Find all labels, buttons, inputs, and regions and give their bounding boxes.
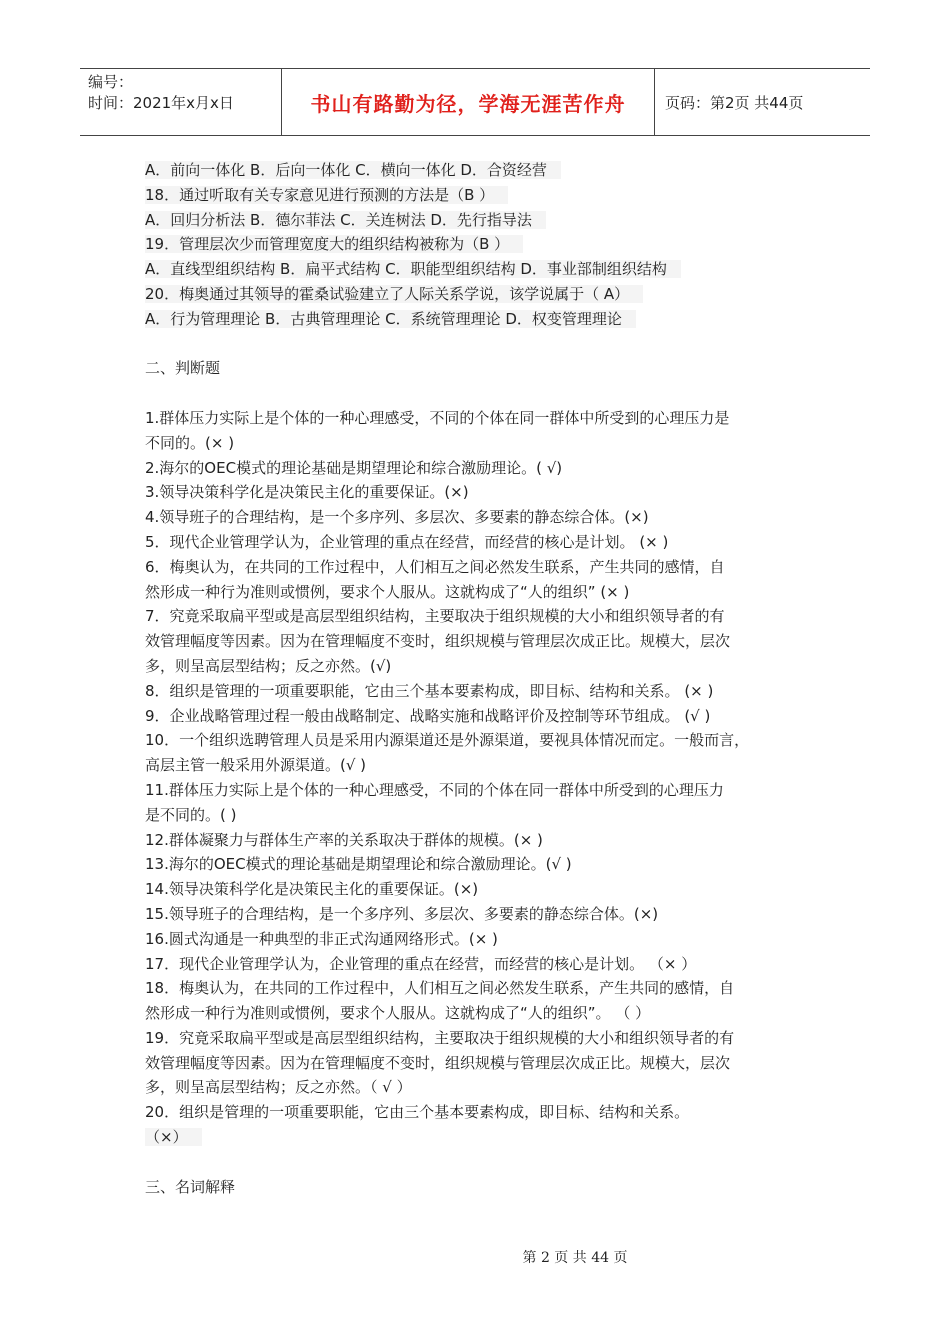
- text-line: [145, 852, 825, 877]
- text-line: [145, 927, 825, 952]
- line-text: 然形成一种行为准则或惯例，要求个人服从。这就构成了“人的组织” (× ): [145, 582, 630, 601]
- blank-line: [145, 332, 825, 357]
- line-text: 19．究竟采取扁平型或是高层型组织结构，主要取决于组织规模的大小和组织领导者的有: [145, 1028, 735, 1047]
- line-text: 三、名词解释: [145, 1177, 236, 1196]
- document-number-label: 编号：: [88, 73, 134, 91]
- text-line: [145, 828, 825, 853]
- line-text: 2.海尔的OEC模式的理论基础是期望理论和综合激励理论。( √): [145, 458, 563, 477]
- line-text: 高层主管一般采用外源渠道。(√ ): [145, 756, 367, 775]
- line-text: A．前向一体化 B．后向一体化 C．横向一体化 D．合资经营: [145, 161, 561, 179]
- header-motto: 书山有路勤为径，学海无涯苦作舟: [282, 69, 655, 135]
- line-text: 15.领导班子的合理结构，是一个多序列、多层次、多要素的静态综合体。(×): [145, 904, 659, 923]
- line-text: 不同的。(× ): [145, 433, 235, 452]
- text-line: [145, 183, 825, 208]
- text-line: [145, 530, 825, 555]
- text-line: [145, 654, 825, 679]
- text-line: [145, 1100, 825, 1125]
- text-line: [145, 1051, 825, 1076]
- text-line: [145, 753, 825, 778]
- line-text: 17．现代企业管理学认为，企业管理的重点在经营，而经营的核心是计划。 （× ）: [145, 954, 697, 973]
- line-text: 然形成一种行为准则或惯例，要求个人服从。这就构成了“人的组织”。 （ ）: [145, 1004, 651, 1023]
- text-line: [145, 679, 825, 704]
- text-line: [145, 803, 825, 828]
- text-line: [145, 208, 825, 233]
- text-line: [145, 158, 825, 183]
- line-text: 多，则呈高层型结构；反之亦然。(√): [145, 656, 392, 675]
- line-text: 10．一个组织选聘管理人员是采用内源渠道还是外源渠道，要视具体情况而定。一般而言，: [145, 731, 750, 750]
- text-line: [145, 555, 825, 580]
- line-text: 18．梅奥认为，在共同的工作过程中，人们相互之间必然发生联系，产生共同的感情，自: [145, 979, 735, 998]
- line-text: 18．通过听取有关专家意见进行预测的方法是（B ）: [145, 186, 508, 204]
- text-line: [145, 580, 825, 605]
- line-text: 效管理幅度等因素。因为在管理幅度不变时，组织规模与管理层次成正比。规模大，层次: [145, 1053, 731, 1072]
- text-line: [145, 902, 825, 927]
- text-line: [145, 704, 825, 729]
- line-text: 16.圆式沟通是一种典型的非正式沟通网络形式。(× ): [145, 929, 498, 948]
- line-text: 1.群体压力实际上是个体的一种心理感受，不同的个体在同一群体中所受到的心理压力是: [145, 408, 730, 427]
- section-heading: [145, 356, 825, 381]
- line-text: 19．管理层次少而管理宽度大的组织结构被称为（B ）: [145, 235, 523, 253]
- line-text: 8．组织是管理的一项重要职能，它由三个基本要素构成，即目标、结构和关系。 (× ): [145, 681, 714, 700]
- line-text: 7．究竟采取扁平型或是高层型组织结构，主要取决于组织规模的大小和组织领导者的有: [145, 607, 725, 626]
- text-line: [145, 431, 825, 456]
- text-line: [145, 1125, 825, 1150]
- line-text: 9．企业战略管理过程一般由战略制定、战略实施和战略评价及控制等环节组成。 (√ ): [145, 706, 711, 725]
- text-line: [145, 406, 825, 431]
- line-text: 20．组织是管理的一项重要职能，它由三个基本要素构成，即目标、结构和关系。: [145, 1103, 690, 1122]
- section-heading: [145, 1175, 825, 1200]
- line-text: 二、判断题: [145, 359, 221, 378]
- page-footer: 第 2 页 共 44 页: [522, 1250, 628, 1266]
- line-text: 14.领导决策科学化是决策民主化的重要保证。(×): [145, 880, 479, 899]
- line-text: 12.群体凝聚力与群体生产率的关系取决于群体的规模。(× ): [145, 830, 543, 849]
- text-line: [145, 1001, 825, 1026]
- line-text: 13.海尔的OEC模式的理论基础是期望理论和综合激励理论。(√ ): [145, 855, 572, 874]
- header-page-label: 页码：第2页 共44页: [665, 93, 804, 112]
- text-line: [145, 282, 825, 307]
- blank-line: [145, 1150, 825, 1175]
- text-line: [145, 307, 825, 332]
- text-line: [145, 456, 825, 481]
- line-text: A．行为管理理论 B．古典管理理论 C．系统管理理论 D．权变管理理论: [145, 310, 636, 328]
- header-meta: [80, 69, 282, 135]
- document-time-label: 时间：2021年x月x日: [88, 94, 234, 112]
- text-line: [145, 232, 825, 257]
- text-line: [145, 604, 825, 629]
- line-text: 是不同的。( ): [145, 805, 237, 824]
- document-body: [145, 158, 825, 1199]
- line-text: 20．梅奥通过其领导的霍桑试验建立了人际关系学说，该学说属于（ A）: [145, 285, 643, 303]
- text-line: [145, 952, 825, 977]
- line-text: 多，则呈高层型结构；反之亦然。（ √ ）: [145, 1078, 412, 1097]
- line-text: 6．梅奥认为，在共同的工作过程中，人们相互之间必然发生联系，产生共同的感情，自: [145, 557, 725, 576]
- text-line: [145, 877, 825, 902]
- text-line: [145, 1075, 825, 1100]
- text-line: [145, 976, 825, 1001]
- line-text: 11.群体压力实际上是个体的一种心理感受，不同的个体在同一群体中所受到的心理压力: [145, 780, 724, 799]
- line-text: 4.领导班子的合理结构，是一个多序列、多层次、多要素的静态综合体。(×): [145, 508, 649, 527]
- page-header: [80, 68, 870, 136]
- text-line: [145, 1026, 825, 1051]
- line-text: A．直线型组织结构 B．扁平式结构 C．职能型组织结构 D．事业部制组织结构: [145, 260, 681, 278]
- line-text: A．回归分析法 B．德尔菲法 C．关连树法 D．先行指导法: [145, 211, 546, 229]
- text-line: [145, 505, 825, 530]
- line-text: 3.领导决策科学化是决策民主化的重要保证。(×): [145, 483, 469, 502]
- line-text: 5．现代企业管理学认为，企业管理的重点在经营，而经营的核心是计划。 (× ): [145, 532, 669, 551]
- text-line: [145, 778, 825, 803]
- blank-line: [145, 381, 825, 406]
- text-line: [145, 480, 825, 505]
- text-line: [145, 728, 825, 753]
- line-text: 效管理幅度等因素。因为在管理幅度不变时，组织规模与管理层次成正比。规模大，层次: [145, 632, 731, 651]
- text-line: [145, 257, 825, 282]
- text-line: [145, 629, 825, 654]
- line-text: （×）: [145, 1128, 202, 1146]
